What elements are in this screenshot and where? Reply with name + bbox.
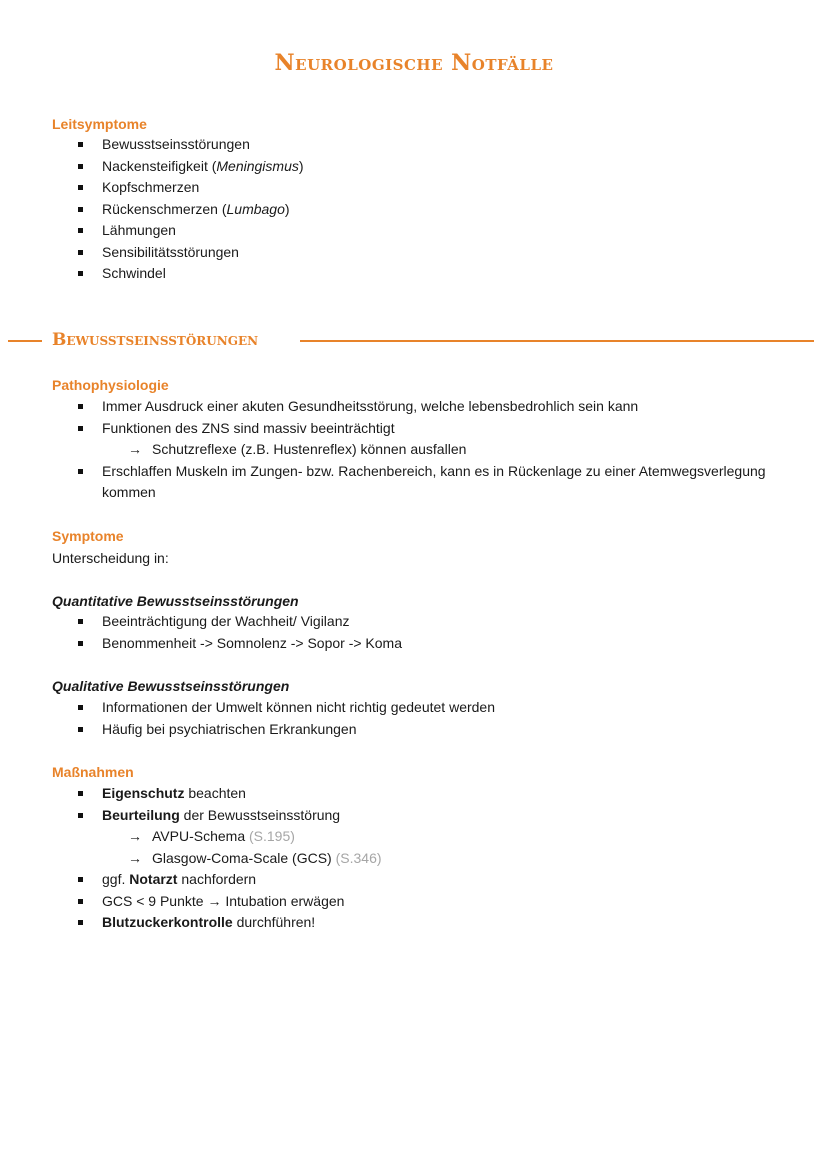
arrow-right-icon: → — [128, 849, 142, 866]
symptome-intro: Unterscheidung in: — [52, 550, 169, 566]
list-item: Eigenschutz beachten — [52, 783, 382, 805]
arrow-item: → Glasgow-Coma-Scale (GCS) (S.346) — [52, 848, 382, 870]
list-item: Nackensteifigkeit (Meningismus) — [52, 156, 304, 178]
list-item: Beeinträchtigung der Wachheit/ Vigilanz — [52, 611, 402, 633]
list-item: ggf. Notarzt nachfordern — [52, 869, 382, 891]
bullet-icon — [78, 619, 83, 624]
quantitative-heading: Quantitative Bewusstseinsstörungen — [52, 593, 299, 609]
bullet-icon — [78, 228, 83, 233]
page-reference: (S.195) — [249, 828, 295, 844]
bullet-icon — [78, 727, 83, 732]
massnahmen-heading: Maßnahmen — [52, 764, 134, 780]
list-item: Schwindel — [52, 263, 304, 285]
bullet-icon — [78, 813, 83, 818]
arrow-right-icon: → — [128, 441, 142, 457]
arrow-right-icon: → — [128, 828, 142, 844]
list-item: Funktionen des ZNS sind massiv beeinträchtigt — [52, 418, 782, 440]
list-item: Beurteilung der Bewusstseinsstörung — [52, 805, 382, 827]
list-item: Informationen der Umwelt können nicht richtig gedeutet werden — [52, 697, 495, 719]
list-item: Bewusstseinsstörungen — [52, 134, 304, 156]
list-item: Kopfschmerzen — [52, 177, 304, 199]
list-item: Erschlaffen Muskeln im Zungen- bzw. Rachenbereich, kann es in Rückenlage zu einer Atemwegsverlegung kommen — [52, 461, 782, 504]
pathophysiologie-heading: Pathophysiologie — [52, 377, 169, 393]
bullet-icon — [78, 877, 83, 882]
quantitative-list — [52, 611, 402, 654]
bullet-icon — [78, 271, 83, 276]
section-divider — [0, 330, 828, 352]
bullet-icon — [78, 250, 83, 255]
page-reference: (S.346) — [335, 849, 382, 866]
bullet-icon — [78, 164, 83, 169]
list-item: Blutzuckerkontrolle durchführen! — [52, 912, 382, 934]
massnahmen-list — [52, 783, 382, 934]
bullet-icon — [78, 404, 83, 409]
bullet-icon — [78, 142, 83, 147]
list-item: Rückenschmerzen (Lumbago) — [52, 199, 304, 221]
qualitative-heading: Qualitative Bewusstseinsstörungen — [52, 678, 290, 694]
bullet-icon — [78, 426, 83, 431]
arrow-item: → Schutzreflexe (z.B. Hustenreflex) können ausfallen — [52, 439, 782, 461]
section-title: Bewusstseinsstörungen — [52, 330, 259, 350]
divider-line-left — [8, 340, 42, 342]
list-item: Sensibilitätsstörungen — [52, 242, 304, 264]
list-item: Immer Ausdruck einer akuten Gesundheitsstörung, welche lebensbedrohlich sein kann — [52, 396, 782, 418]
arrow-right-icon: → — [207, 892, 222, 909]
qualitative-list — [52, 697, 495, 740]
leitsymptome-list — [52, 134, 304, 285]
symptome-heading: Symptome — [52, 528, 124, 544]
bullet-icon — [78, 920, 83, 925]
pathophysiologie-list — [52, 396, 782, 504]
leitsymptome-heading: Leitsymptome — [52, 116, 147, 132]
divider-line-right — [300, 340, 814, 342]
bullet-icon — [78, 791, 83, 796]
bullet-icon — [78, 207, 83, 212]
bullet-icon — [78, 705, 83, 710]
list-item: Lähmungen — [52, 220, 304, 242]
list-item: Benommenheit -> Somnolenz -> Sopor -> Koma — [52, 633, 402, 655]
list-item: GCS < 9 Punkte → Intubation erwägen — [52, 891, 382, 913]
bullet-icon — [78, 641, 83, 646]
list-item: Häufig bei psychiatrischen Erkrankungen — [52, 719, 495, 741]
page-title: Neurologische Notfälle — [274, 50, 554, 76]
bullet-icon — [78, 899, 83, 904]
bullet-icon — [78, 185, 83, 190]
bullet-icon — [78, 469, 83, 474]
arrow-item: → AVPU-Schema (S.195) — [52, 826, 382, 848]
